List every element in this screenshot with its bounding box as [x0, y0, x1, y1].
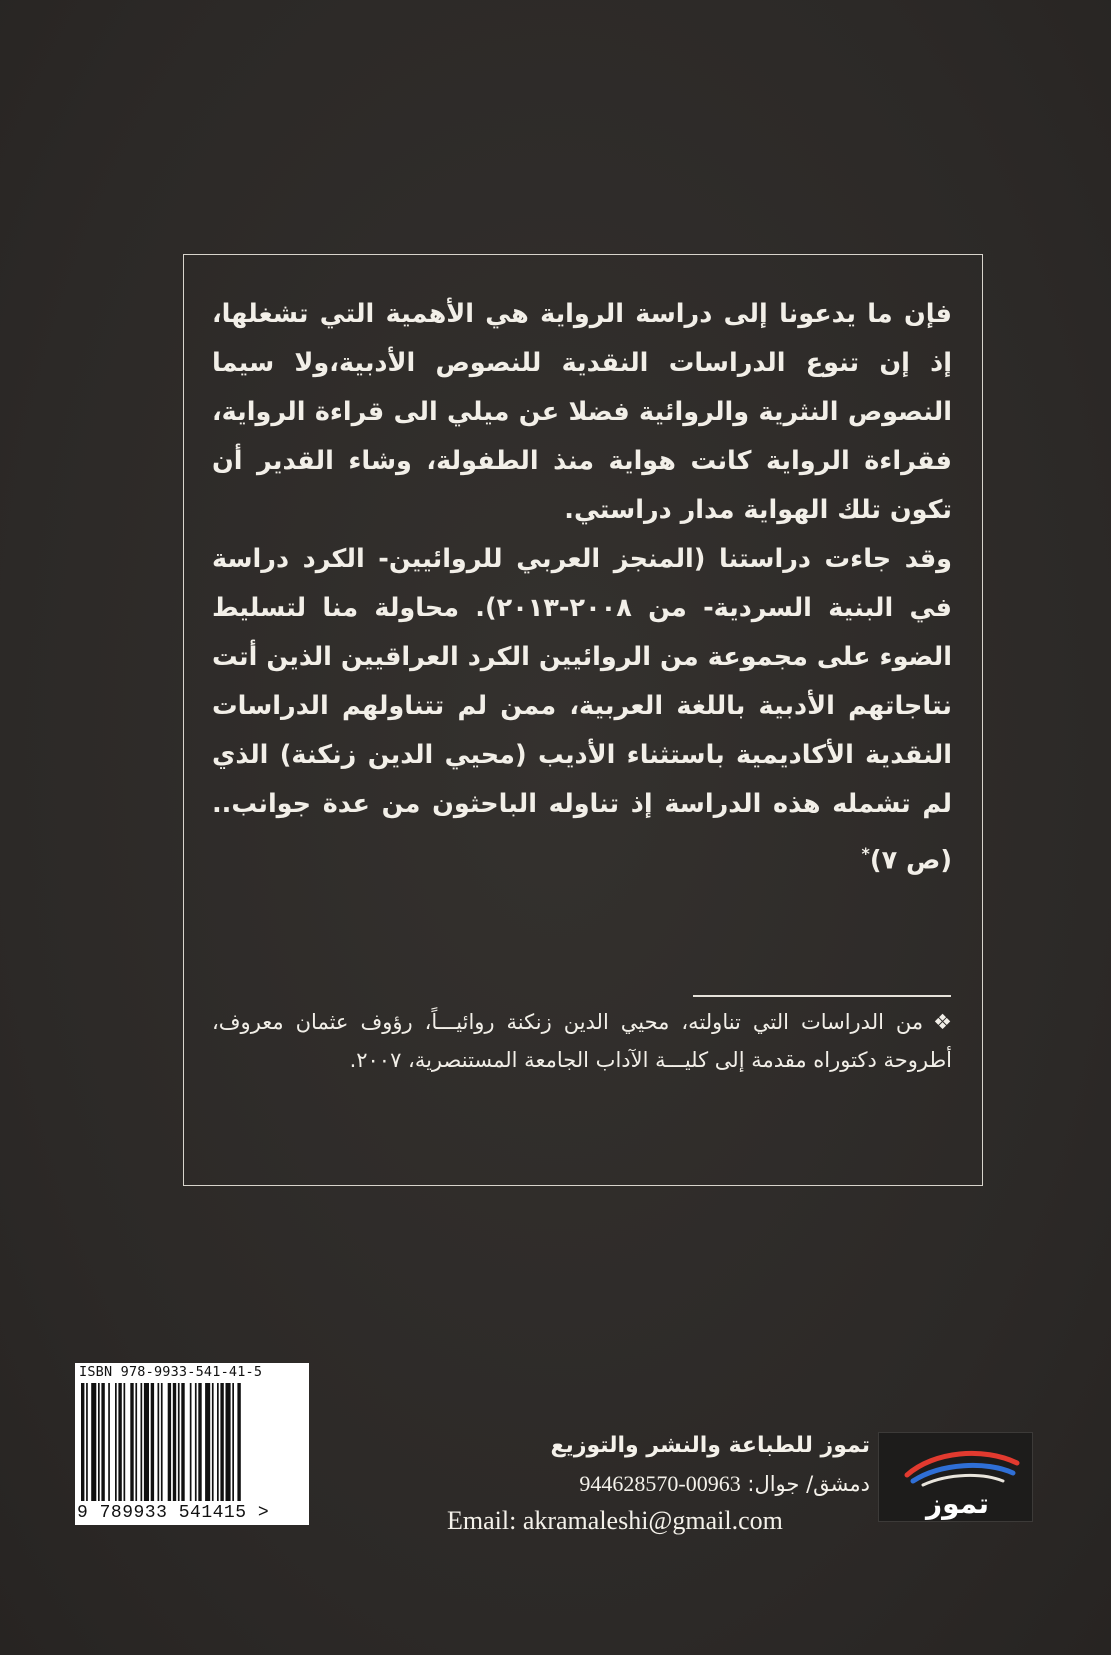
barcode-bar — [181, 1383, 184, 1501]
barcode-bar — [141, 1383, 143, 1501]
barcode-bar — [101, 1383, 104, 1501]
publisher-logo — [878, 1432, 1033, 1522]
barcode-bar — [144, 1383, 149, 1501]
phone-label: دمشق/ جوال: — [747, 1472, 870, 1496]
blurb-text — [212, 290, 952, 886]
footnote-text: من الدراسات التي تناولته، محيي الدين زنكنة روائيـــاً، رؤوف عثمان معروف، أطروحة دكتوراه مقدمة إلى كليـــة الآداب الجامعة المستنصرية، ٢٠٠٧. — [212, 1010, 952, 1072]
footnote-marker: * — [861, 844, 870, 863]
footnote-bullet-icon: ❖ — [933, 1010, 952, 1034]
barcode-bar — [151, 1383, 154, 1501]
barcode-bars — [79, 1383, 305, 1501]
barcode-bar — [86, 1383, 88, 1501]
logo-swoosh-icon — [879, 1433, 1032, 1521]
barcode-bar — [108, 1383, 110, 1501]
barcode-bar — [232, 1383, 234, 1501]
isbn-barcode — [75, 1363, 309, 1525]
phone-number: 00963-944628570 — [579, 1471, 741, 1496]
barcode-bar — [173, 1383, 176, 1501]
barcode-bar — [220, 1383, 223, 1501]
barcode-bar — [168, 1383, 171, 1501]
publisher-name: تموز للطباعة والنشر والتوزيع — [550, 1433, 870, 1458]
logo-text: تموز — [926, 1487, 989, 1520]
barcode-bar — [81, 1383, 84, 1501]
barcode-bar — [98, 1383, 100, 1501]
barcode-bar — [198, 1383, 201, 1501]
footnote-divider — [693, 995, 951, 997]
barcode-bar — [226, 1383, 231, 1501]
barcode-bar — [195, 1383, 197, 1501]
barcode-bar — [115, 1383, 117, 1501]
isbn-digits: 9 789933 541415 > — [77, 1503, 270, 1523]
footnote — [212, 1003, 952, 1079]
isbn-label: ISBN 978-9933-541-41-5 — [79, 1364, 263, 1380]
barcode-bar — [205, 1383, 210, 1501]
barcode-bar — [161, 1383, 163, 1501]
barcode-bar — [118, 1383, 121, 1501]
barcode-bar — [91, 1383, 96, 1501]
publisher-email: Email: akramaleshi@gmail.com — [447, 1506, 783, 1535]
barcode-bar — [130, 1383, 133, 1501]
barcode-bar — [237, 1383, 240, 1501]
barcode-bar — [124, 1383, 126, 1501]
barcode-bar — [158, 1383, 160, 1501]
blurb-paragraph-2: وقد جاءت دراستنا (المنجز العربي للروائيين- الكرد دراسة في البنية السردية- من ٢٠٠٨-٢٠١٣). محاولة منا لتسليط الضوء على مجموعة من الروائيين الكرد العراقيين الذين أتت نتاجاتهم الأدبية باللغة العربية، ممن لم تتناولهم الدراسات النقدية الأكاديمية باستثناء الأديب (محيي الدين زنكنة) الذي لم تشمله هذه الدراسة إذ تناوله الباحثون من عدة جوانب..(ص ٧) — [212, 544, 952, 876]
blurb-paragraph-1: فإن ما يدعونا إلى دراسة الرواية هي الأهمية التي تشغلها، إذ إن تنوع الدراسات النقدية للنصوص الأدبية،ولا سيما النصوص النثرية والروائية فضلا عن ميلي الى قراءة الرواية، فقراءة الرواية كانت هواية منذ الطفولة، وشاء القدير أن تكون تلك الهواية مدار دراستي. — [212, 299, 952, 525]
barcode-bar — [178, 1383, 180, 1501]
barcode-bar — [217, 1383, 219, 1501]
barcode-bar — [212, 1383, 214, 1501]
barcode-bar — [190, 1383, 192, 1501]
publisher-phone — [470, 1471, 870, 1497]
barcode-bar — [135, 1383, 137, 1501]
